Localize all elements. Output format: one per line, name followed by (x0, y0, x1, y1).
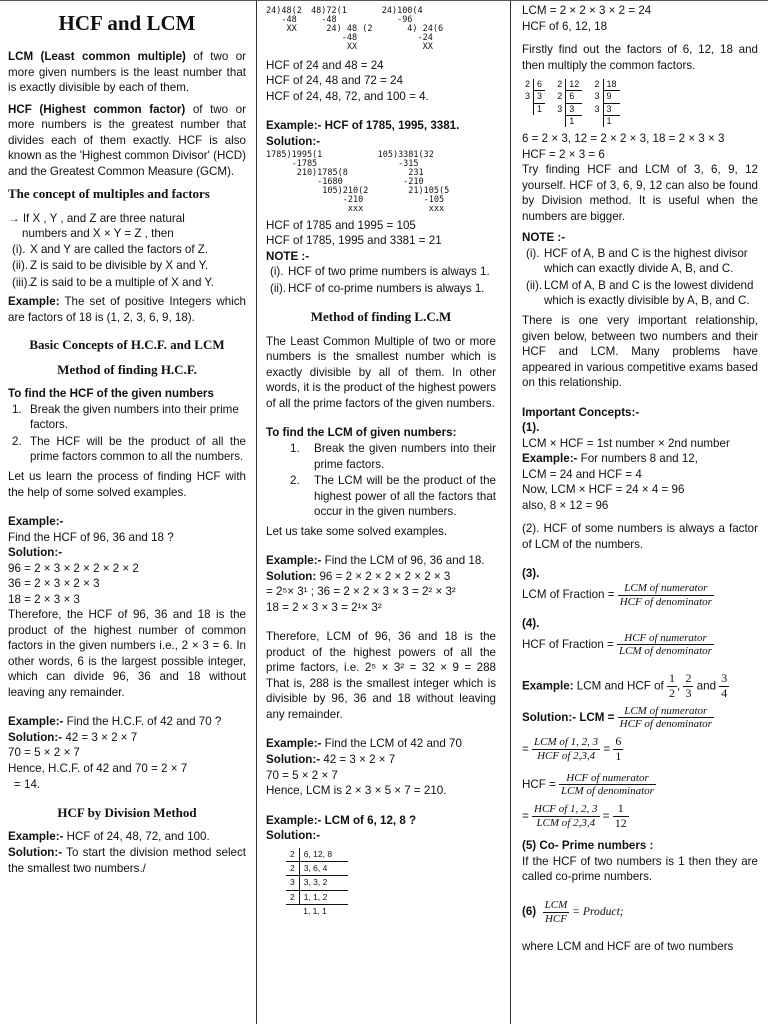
list-item: (ii). HCF of co-prime numbers is always 1. (270, 281, 485, 295)
result-line: HCF of 6, 12, 18 (522, 19, 608, 33)
fraction: $\frac{\text{HCF of 1, 2, 3}}{\text{LCM of 2,3,4}}$ (534, 802, 598, 829)
example-label: Example:- (8, 515, 64, 529)
result-line: HCF of 24, 48 and 72 = 24 (266, 74, 403, 88)
factor-ladder: 2 12 2 6 3 3 1 (554, 79, 582, 127)
note-list (266, 264, 496, 296)
fraction: $\frac{\text{HCF of numerator}}{\text{LCM of denominator}}$ (561, 771, 654, 798)
result-line: HCF of 1785 and 1995 = 105 (266, 218, 416, 232)
list-item: 2. The HCF will be the product of all the prime factors common to all the numbers. (12, 434, 246, 464)
lcm-steps (266, 441, 496, 520)
list-item: (i). HCF of A, B and C is the highest divisor which can exactly divide A, B, and C. (526, 246, 748, 276)
fraction: $\frac{2}{3}$ (685, 671, 692, 700)
factor-ladder: 2 6 3 3 1 (522, 79, 545, 115)
note-label: NOTE :- (522, 231, 566, 245)
page-title: HCF and LCM (58, 11, 196, 35)
lcm-definition: LCM (Least common multiple) of two or more given numbers is the least number that is exactly divisible by each of them. (8, 50, 246, 95)
factor-instruction: Firstly find out the factors of 6, 12, 18 and then multiply the common factors. (522, 43, 758, 72)
division-work: 24)100(4 -96 4) 24(6 -24 XX (381, 6, 444, 52)
list-item: (ii). Z is said to be divisible by X and Y. (12, 259, 209, 273)
relationship-text: There is one very important relationship, given below, between two numbers and their HCF and LCM. Many problems have appeared in various competitive exams based on this relationship. (522, 313, 758, 390)
lcm-definition: The Least Common Multiple of two or more numbers is the smallest number which is exactly divisible by all of them. In other words, it is the product of the highest powers of all the prime factors of the given numbers. (266, 334, 496, 410)
concept-line: also, 8 × 12 = 96 (522, 498, 609, 512)
solution-lcm: Solution:- LCM = $\frac{\text{LCM of numerator}}{\text{HCF of denominator}}$ (522, 704, 712, 731)
solution-line: 18 = 2 × 3 × 3 (8, 592, 80, 606)
concept-line: LCM = 24 and HCF = 4 (522, 467, 642, 481)
important-concepts-label: Important Concepts:- (522, 405, 640, 419)
list-item: (i). X and Y are called the factors of Z. (12, 242, 209, 256)
solution-lcm-value: = $\frac{\text{LCM of 1, 2, 3}}{\text{HCF of 2,3,4}}$ = $\frac{6}{1}$ (522, 733, 622, 763)
concept-intro: → If X , Y , and Z are three natural (8, 211, 185, 225)
example-8: Example: LCM and HCF of $\frac{1}{2}$ , $\frac{2}{3}$ and $\frac{3}{4}$ (522, 671, 728, 700)
example-6-solution: Solution:- 42 = 3 × 2 × 7 (266, 753, 396, 766)
result-line: HCF of 1785, 1995 and 3381 = 21 (266, 234, 442, 248)
concept-intro: numbers and X × Y = Z , then (22, 227, 174, 241)
solution-line: 18 = 2 × 3 × 3 = 2¹× 3² (266, 600, 382, 614)
example-4: Example:- HCF of 1785, 1995, 3381. (266, 119, 460, 133)
fraction: $\frac{\text{LCM of numerator}}{\text{HCF of denominator}}$ (619, 704, 712, 731)
division-method-heading: HCF by Division Method (57, 805, 197, 821)
solution-explanation: Therefore, the HCF of 96, 36 and 18 is the product of the highest number of common factors in the given numbers i.e., 2 × 3 = 6. In other words, 6 is the largest possible integer, which can divide 96, 36 and 18 without leaving any remainder. (8, 608, 246, 699)
result-line: LCM = 2 × 2 × 3 × 2 = 24 (522, 4, 652, 17)
division-work: 105)3381(32 -315 231 -210 21)105(5 -105 xxx (377, 150, 450, 214)
lcm-division-table (286, 848, 348, 919)
concept-number: (4). (522, 617, 540, 631)
column-3 (522, 3, 758, 1020)
basic-concepts-heading: Basic Concepts of H.C.F. and LCM (29, 336, 225, 352)
hcf-steps (8, 402, 246, 465)
list-item: (ii). LCM of A, B and C is the lowest dividend which is exactly divisible by A, B, and C. (526, 278, 754, 308)
concept-number: (3). (522, 567, 540, 581)
product-formula: (6) $\frac{\text{LCM}}{\text{HCF}}$ = Product; (522, 898, 624, 925)
example-6: Example:- Find the LCM of 42 and 70 (266, 737, 462, 751)
concept-number: (1). (522, 421, 540, 435)
example-7: Example:- LCM of 6, 12, 8 ? (266, 813, 417, 827)
fraction: $\frac{\text{HCF of numerator}}{\text{LCM of denominator}}$ (619, 631, 712, 658)
table-row: 2 6, 12, 8 (286, 848, 348, 862)
table-row: 1, 1, 1 (303, 906, 327, 917)
column-divider (510, 1, 511, 1024)
solution-line: = 14. (14, 777, 41, 791)
table-row: 3 3, 3, 2 (286, 876, 348, 890)
fraction: $\frac{\text{LCM}}{\text{HCF}}$ (544, 898, 568, 925)
fraction: $\frac{3}{4}$ (721, 671, 728, 700)
result-line: HCF of 24, 48, 72, and 100 = 4. (266, 89, 429, 103)
column-divider (256, 1, 257, 1024)
division-work: 48)72(1 -48 24) 48 (2 -48 XX (311, 6, 373, 52)
table-row: 2 1, 1, 2 (286, 890, 348, 904)
solution-line: Hence, H.C.F. of 42 and 70 = 2 × 7 (8, 762, 188, 775)
lcm-fraction-formula: LCM of Fraction = $\frac{\text{LCM of numerator}}{\text{HCF of denominator}}$ (522, 581, 712, 608)
result-line: HCF of 24 and 48 = 24 (266, 58, 384, 72)
solution-line: 36 = 2 × 3 × 2 × 3 (8, 577, 100, 591)
co-prime-text: If the HCF of two numbers is 1 then they are called co-prime numbers. (522, 854, 758, 884)
co-prime-title: (5) Co- Prime numbers : (522, 839, 654, 853)
table-row: 2 3, 6, 4 (286, 862, 348, 876)
footer-note: where LCM and HCF are of two numbers (522, 940, 734, 954)
concept-heading: The concept of multiples and factors (8, 186, 210, 202)
concept-2: (2). HCF of some numbers is always a factor of LCM of the numbers. (522, 522, 758, 551)
factor-ladder: 2 18 3 9 3 3 1 (592, 79, 620, 127)
list-item: 2. The LCM will be the product of the highest power of all the factors that occur in the given numbers. (290, 474, 496, 519)
try-text: Try finding HCF and LCM of 3, 6, 9, 12 yourself. HCF of 3, 6, 9, 12 can also be found by Division method. It is useful when the numbers are bigger. (522, 163, 758, 223)
note-label: NOTE :- (266, 249, 310, 263)
solution-line: 96 = 2 × 3 × 2 × 2 × 2 × 2 (8, 561, 139, 575)
hcf-line: HCF = 2 × 3 = 6 (522, 147, 605, 161)
fraction: $\frac{1}{2}$ (669, 671, 675, 700)
concept-list (8, 242, 246, 291)
example-5-solution: Solution: 96 = 2 × 2 × 2 × 2 × 2 × 3 (266, 569, 451, 583)
list-item: (i). HCF of two prime numbers is always 1. (270, 265, 490, 279)
example-question: Find the HCF of 96, 36 and 18 ? (8, 530, 174, 544)
list-item: 1. Break the given numbers into their prime factors. (290, 441, 496, 471)
solution-label: Solution:- (8, 546, 63, 560)
hcf-steps-title: To find the HCF of the given numbers (8, 387, 214, 401)
note-list (522, 246, 758, 309)
solution-line: 70 = 5 × 2 × 7 (266, 768, 338, 782)
hcf-definition: HCF (Highest common factor) of two or more numbers is the greatest number that divides each of them exactly. HCF is also known as the 'Highest common Divisor' (HCD) and the Greatest Common Measure (GCM). (8, 102, 246, 178)
example-3: Example:- HCF of 24, 48, 72, and 100. (8, 830, 210, 844)
hcf-fraction-formula: HCF of Fraction = $\frac{\text{HCF of numerator}}{\text{LCM of denominator}}$ (522, 631, 712, 658)
solution-explanation: Therefore, LCM of 96, 36 and 18 is the product of the highest powers of all the prime factors, i.e. 2⁵ × 3² = 32 × 9 = 288 That is, 288 is the smallest integer which is divisible by 96, 36 and 18 without leaving any remainder. (266, 630, 496, 721)
method-hcf-heading: Method of finding H.C.F. (57, 361, 197, 377)
solution-hcf-value: = $\frac{\text{HCF of 1, 2, 3}}{\text{LCM of 2,3,4}}$ = $\frac{1}{12}$ (522, 800, 627, 830)
solution-line: Hence, LCM is 2 × 3 × 5 × 7 = 210. (266, 784, 447, 798)
fraction: $\frac{6}{1}$ (615, 733, 622, 763)
factor-example: Example: The set of positive Integers which are factors of 18 is (1, 2, 3, 6, 9, 18). (8, 295, 246, 324)
example-2-solution: Solution:- 42 = 3 × 2 × 7 (8, 730, 138, 744)
column-2 (266, 3, 496, 1020)
lcm-solved-intro: Let us take some solved examples. (266, 524, 448, 538)
division-work-row (266, 7, 496, 52)
method-lcm-heading: Method of finding L.C.M (310, 309, 452, 325)
lcm-steps-title: To find the LCM of given numbers: (266, 426, 457, 440)
division-work: 1785)1995(1 -1785 210)1785(8 -1680 105)210(2 -210 xxx (266, 150, 369, 214)
factor-ladders (522, 79, 758, 127)
fraction: $\frac{\text{LCM of 1, 2, 3}}{\text{HCF of 2,3,4}}$ (534, 736, 599, 762)
solution-line: 70 = 5 × 2 × 7 (8, 746, 80, 760)
fraction: $\frac{\text{LCM of numerator}}{\text{HCF of denominator}}$ (619, 581, 712, 608)
column-1 (8, 3, 246, 1020)
solution-label: Solution:- (266, 134, 321, 148)
concept-formula: LCM × HCF = 1st number × 2nd number (522, 436, 730, 450)
fraction: $\frac{1}{12}$ (614, 800, 627, 830)
solution-hcf: HCF = $\frac{\text{HCF of numerator}}{\text{LCM of denominator}}$ (522, 771, 654, 798)
example-5: Example:- Find the LCM of 96, 36 and 18. (266, 554, 485, 568)
concept-example: Example:- For numbers 8 and 12, (522, 452, 698, 466)
factor-line: 6 = 2 × 3, 12 = 2 × 2 × 3, 18 = 2 × 3 × 3 (522, 132, 725, 146)
example-2: Example:- Find the H.C.F. of 42 and 70 ? (8, 715, 222, 729)
list-item: 1. Break the given numbers into their prime factors. (12, 402, 239, 432)
list-item: (iii). Z is said to be a multiple of X and Y. (12, 275, 214, 289)
hcf-learn: Let us learn the process of finding HCF with the help of some solved examples. (8, 469, 246, 499)
division-work-row (266, 151, 496, 213)
concept-line: Now, LCM × HCF = 24 × 4 = 96 (522, 483, 685, 497)
division-work: 24)48(2 -48 XX (266, 6, 302, 34)
solution-line: = 2⁵× 3¹ ; 36 = 2 × 2 × 3 × 3 = 2² × 3² (266, 585, 456, 599)
example-3-solution: Solution:- To start the division method select the smallest two numbers./ (8, 846, 246, 875)
solution-label: Solution:- (266, 829, 321, 843)
